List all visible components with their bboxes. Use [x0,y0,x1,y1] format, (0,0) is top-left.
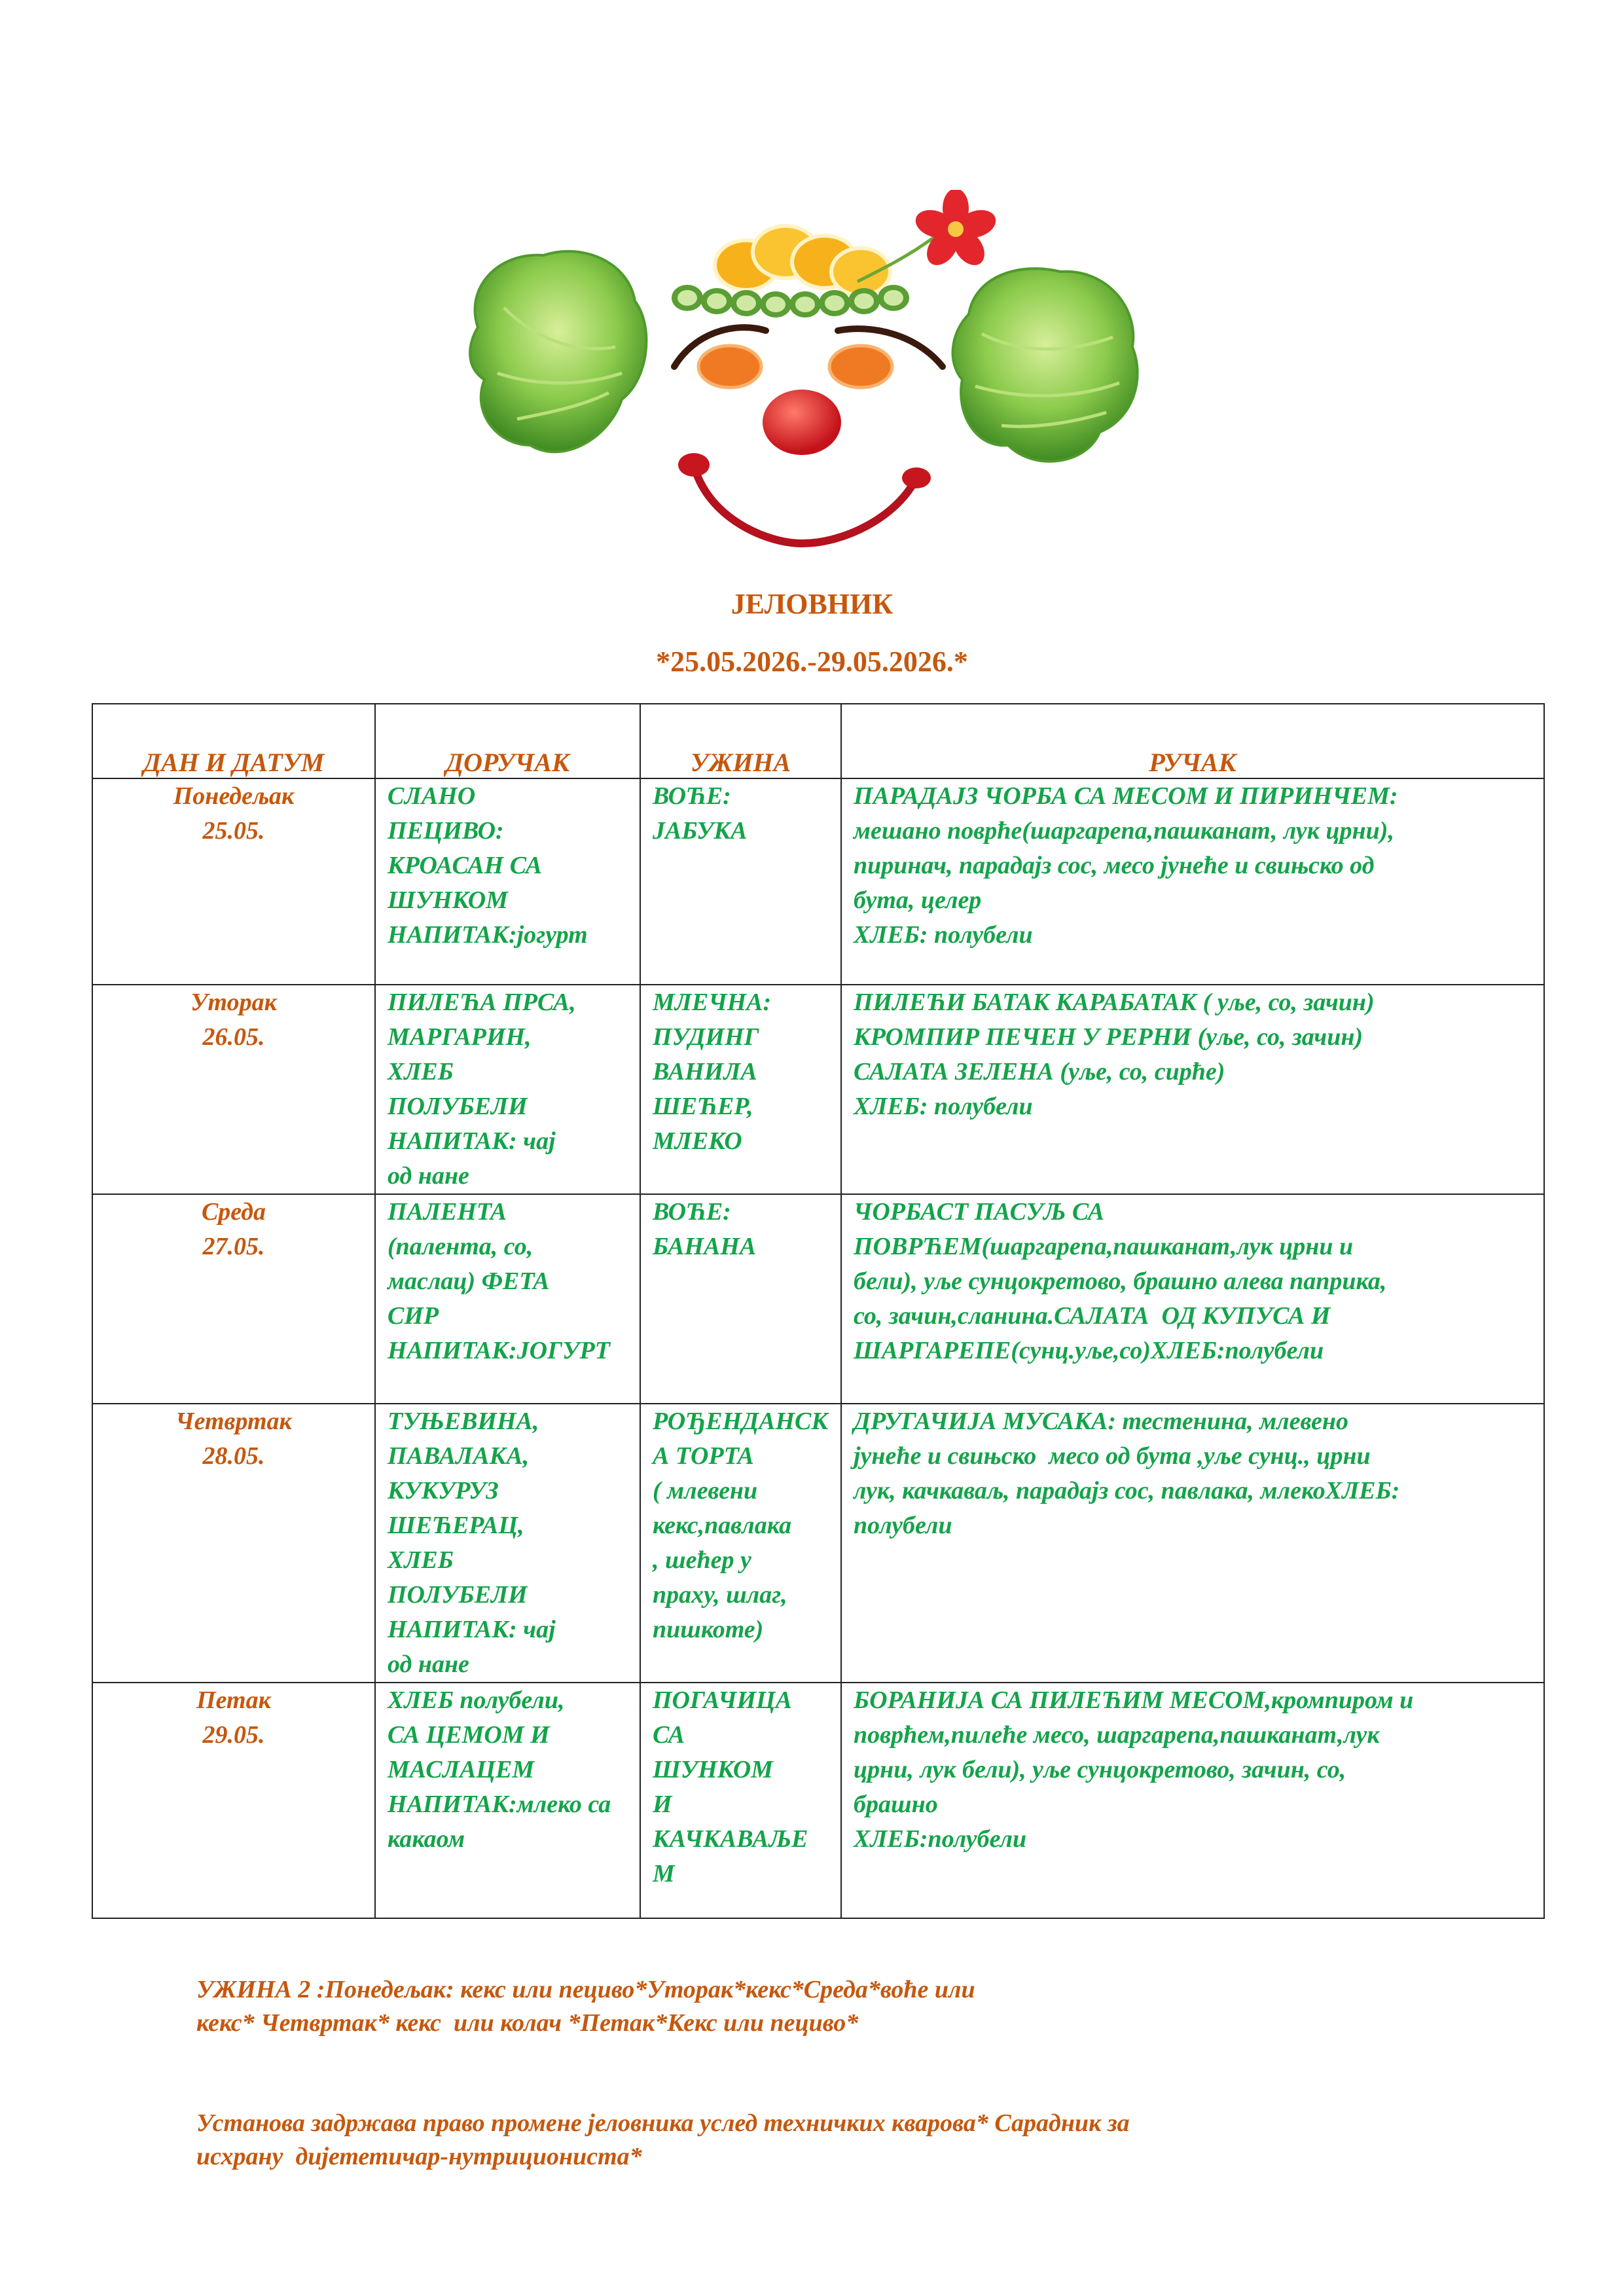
breakfast-cell: ПАЛЕНТА (палента, со, маслац) ФЕТА СИР НАПИТАК:ЈОГУРТ [375,1194,640,1404]
menu-date-range: *25.05.2026.-29.05.2026.* [656,646,968,678]
breakfast-cell: СЛАНО ПЕЦИВО: КРОАСАН СА ШУНКОМ НАПИТАК:јогурт [375,778,640,985]
column-header-lunch: РУЧАК [841,704,1544,778]
lunch-cell: БОРАНИЈА СА ПИЛЕЋИМ МЕСОМ,кромпиром и поврћем,пилеће месо, шаргарепа,пашканат,лук црни, лук бели), уље сунцокретово, зачин, со, брашно ХЛЕБ:полубели [841,1683,1544,1918]
menu-title: ЈЕЛОВНИК [731,588,893,620]
column-header-day: ДАН И ДАТУМ [92,704,375,778]
carrot-eyes-icon [698,346,892,388]
snack-cell: ВОЋЕ: ЈАБУКА [640,778,841,985]
column-header-snack: УЖИНА [640,704,841,778]
lunch-cell: ПАРАДАЈЗ ЧОРБА СА МЕСОМ И ПИРИНЧЕМ: мешано поврће(шаргарепа,пашканат, лук црни), пиринач, парадајз сос, месо јунеће и свињско од бута, целер ХЛЕБ: полубели [841,778,1544,985]
snack-cell: ПОГАЧИЦА СА ШУНКОМ И КАЧКАВАЉЕМ [640,1683,841,1918]
sauce-smile-icon [678,453,931,543]
snack-cell: РОЂЕНДАНСКА ТОРТА ( млевени кекс,павлака , шећер у праху, шлаг, пишкоте) [640,1404,841,1683]
vegetable-clown-face-icon [458,190,1146,570]
table-header-row [92,704,1544,778]
orange-slices-icon [715,226,890,295]
tomato-nose-icon [763,390,841,455]
lunch-cell: ЧОРБАСТ ПАСУЉ СА ПОВРЋЕМ(шаргарепа,пашканат,лук црни и бели), уље сунцокретово, брашно алева паприка, со, зачин,сланина.САЛАТА ОД КУПУСА И ШАРГАРЕПЕ(сунц.уље,со)ХЛЕБ:полубели [841,1194,1544,1404]
disclaimer-note: Установа задржава право промене јеловника услед техничких кварова* Сарадник за исхрану дијететичар-нутриционистa* [196,2109,1130,2170]
footer-notes [196,1906,1440,2207]
snack-cell: ВОЋЕ: БАНАНА [640,1194,841,1404]
table-row [92,778,1544,985]
breakfast-cell: ТУЊЕВИНА, ПАВАЛАКА, КУКУРУЗ ШЕЋЕРАЦ, ХЛЕБ ПОЛУБЕЛИ НАПИТАК: чај од нане [375,1404,640,1683]
column-header-breakfast: ДОРУЧАК [375,704,640,778]
table-row [92,1683,1544,1918]
table-row [92,985,1544,1194]
day-cell: Понедељак 25.05. [92,778,375,985]
day-cell: Среда 27.05. [92,1194,375,1404]
snack-2-note: УЖИНА 2 :Понедељак: кекс или пециво*Уторак*кекс*Среда*воће или кекс* Четвртак* кекс или колач *Петак*Кекс или пециво* [196,1976,975,2037]
breakfast-cell: ХЛЕБ полубели, СА ЦЕМОМ И МАСЛАЦЕМ НАПИТАК:млеко са какаом [375,1683,640,1918]
day-cell: Четвртак 28.05. [92,1404,375,1683]
breakfast-cell: ПИЛЕЋА ПРСА, МАРГАРИН, ХЛЕБ ПОЛУБЕЛИ НАПИТАК: чај од нане [375,985,640,1194]
lunch-cell: ДРУГАЧИЈА МУСАКА: тестенина, млевено јунеће и свињско месо од бута ,уље сунц., црни лук, качкаваљ, парадајз сос, павлака, млекоХЛЕБ: полубели [841,1404,1544,1683]
menu-table [92,703,1545,1919]
table-row [92,1194,1544,1404]
left-lettuce-icon [470,251,646,452]
day-cell: Петак 29.05. [92,1683,375,1918]
right-lettuce-icon [953,268,1138,461]
snack-cell: МЛЕЧНА: ПУДИНГ ВАНИЛА ШЕЋЕР, МЛЕКО [640,985,841,1194]
day-cell: Уторак 26.05. [92,985,375,1194]
lunch-cell: ПИЛЕЋИ БАТАК КАРАБАТАК ( уље, со, зачин) КРОМПИР ПЕЧЕН У РЕРНИ (уље, со, зачин) САЛАТА ЗЕЛЕНА (уље, со, сирће) ХЛЕБ: полубели [841,985,1544,1194]
table-row [92,1404,1544,1683]
